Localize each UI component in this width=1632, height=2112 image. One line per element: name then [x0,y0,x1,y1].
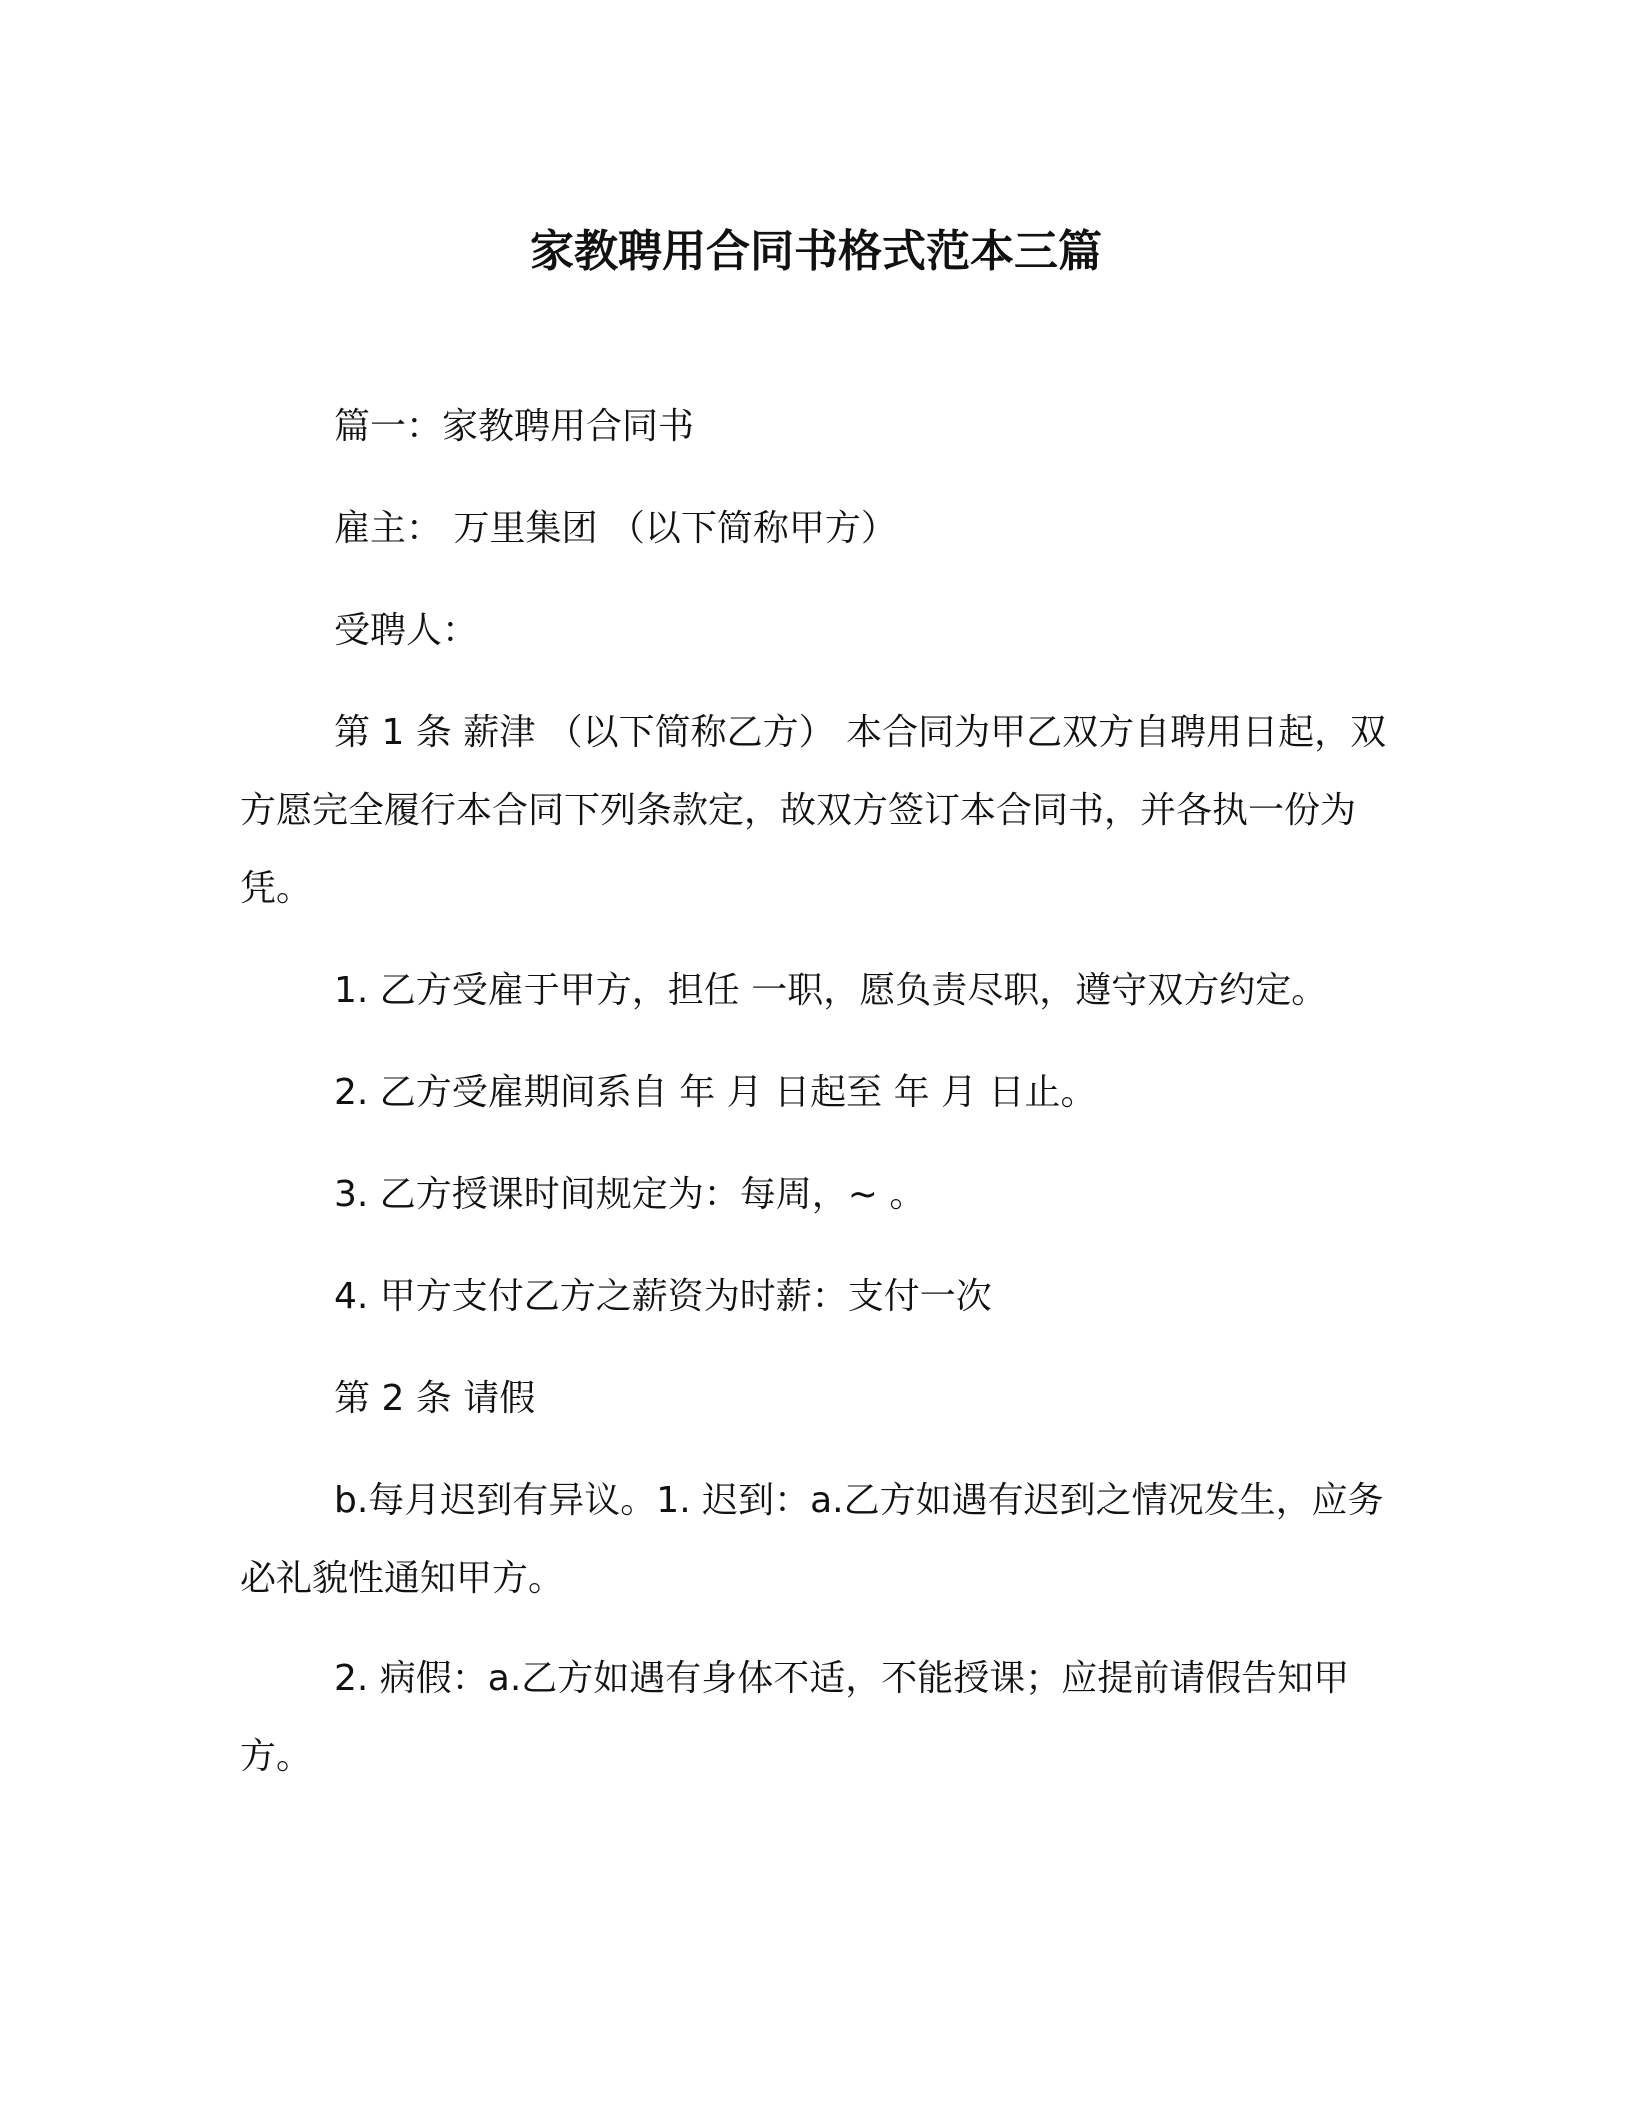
clause-1: 1. 乙方受雇于甲方，担任 一职，愿负责尽职，遵守双方约定。 [334,970,1328,1011]
sick-leave-clause: 2. 病假：a.乙方如遇有身体不适，不能授课；应提前请假告知甲方。 [240,1658,1350,1777]
late-clause: b.每月迟到有异议。1. 迟到：a.乙方如遇有迟到之情况发生，应务必礼貌性通知甲方。 [240,1480,1384,1599]
article-1-paragraph: 第 1 条 薪津 （以下简称乙方） 本合同为甲乙双方自聘用日起，双方愿完全履行本合同下列条款定，故双方签订本合同书，并各执一份为凭。 [240,712,1387,909]
article-2-heading: 第 2 条 请假 [334,1378,536,1419]
section-heading: 篇一：家教聘用合同书 [334,406,695,447]
document-title: 家教聘用合同书格式范本三篇 [530,226,1102,277]
clause-4: 4. 甲方支付乙方之薪资为时薪：支付一次 [334,1276,992,1317]
employer-line: 雇主： 万里集团 （以下简称甲方） [334,508,897,549]
clause-3: 3. 乙方授课时间规定为：每周，~ 。 [334,1174,926,1215]
clause-2: 2. 乙方受雇期间系自 年 月 日起至 年 月 日止。 [334,1072,1097,1113]
employee-line: 受聘人： [334,610,479,651]
